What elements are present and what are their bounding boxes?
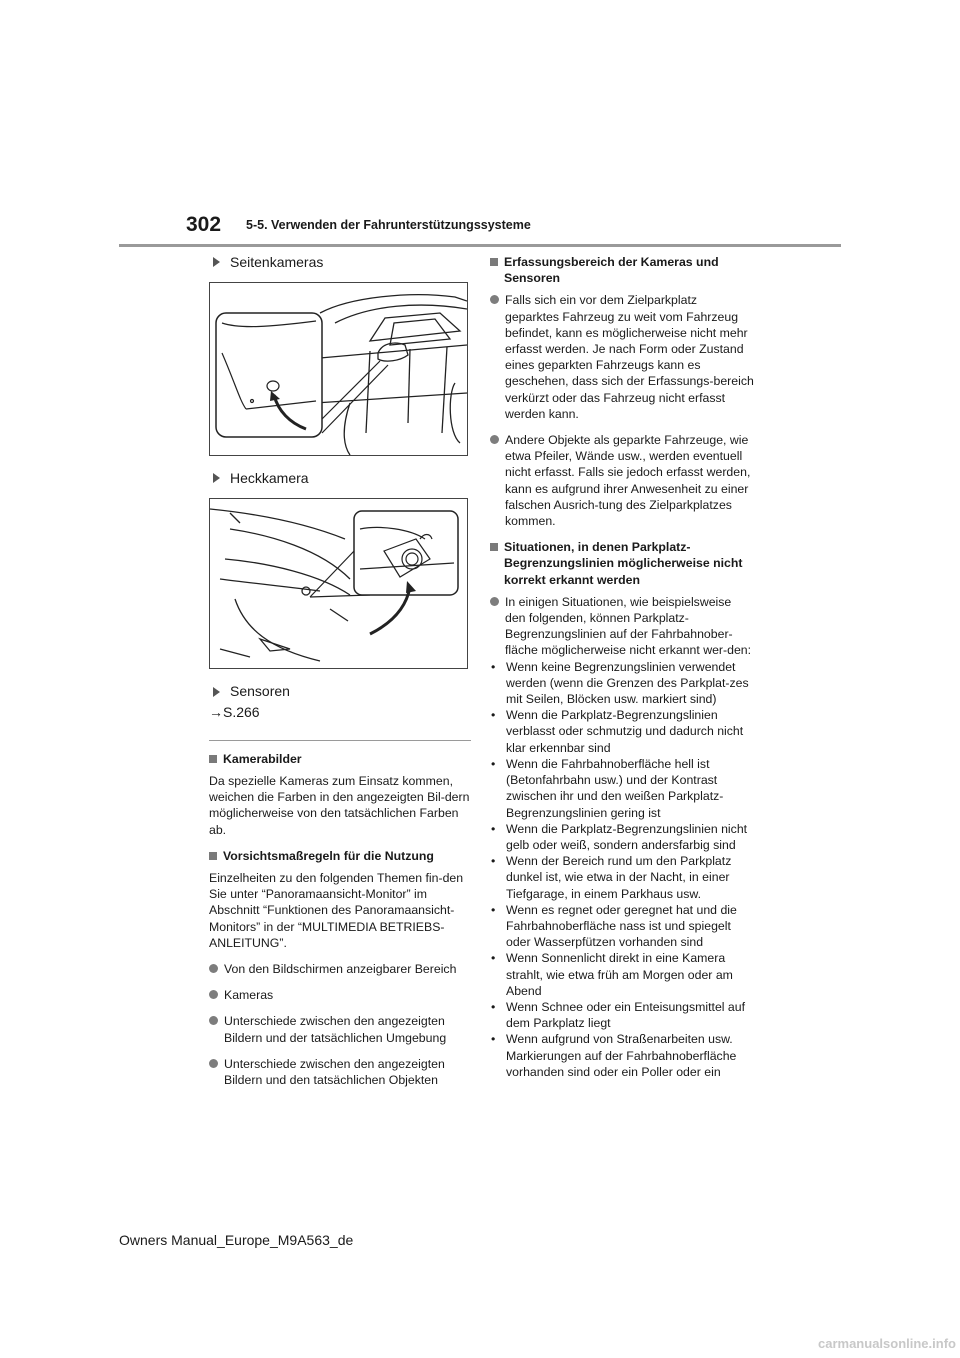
footer-document-id: Owners Manual_Europe_M9A563_de [119, 1232, 354, 1248]
situationen-intro: In einigen Situationen, wie beispielsweise den folgenden, können Parkplatz-Begrenzungslinien auf der Fahrbahnober-fläche möglicherweise nicht erkannt wer-den: [505, 594, 752, 658]
circle-bullet-icon [209, 1016, 218, 1025]
list-item: Andere Objekte als geparkte Fahrzeuge, wie etwa Pfeiler, Wände usw., werden eventuell nicht erfasst. Falls sie jedoch erfasst werden, kann es aufgrund ihrer Anwesenheit zu einer falschen Ausrich-tung des Zielparkplatzes kommen. [490, 432, 754, 529]
figure-label-text: Seitenkameras [230, 254, 324, 270]
circle-bullet-icon [209, 990, 218, 999]
list-item: • Wenn die Fahrbahnoberfläche hell ist (Betonfahrbahn usw.) und der Kontrast zwischen ihr und den weißen Parkplatz-Begrenzungslinien gering ist [491, 756, 724, 820]
vorsicht-text: Einzelheiten zu den folgenden Themen fin-den Sie unter “Panoramaansicht-Monitor” im Abschnitt “Funktionen des Panoramaansicht-Monitors” in der “MULTIMEDIA BETRIEBS-ANLEITUNG”. [209, 871, 464, 950]
list-item: • Wenn die Parkplatz-Begrenzungslinien nicht gelb oder weiß, sondern andersfarbig sind [491, 821, 748, 852]
square-bullet-icon [490, 258, 498, 266]
side-camera-illustration [209, 282, 468, 456]
heading-vorsicht: Vorsichtsmaßregeln für die Nutzung [209, 848, 471, 864]
label-sensors [209, 683, 471, 699]
page-number: 302 [186, 213, 222, 236]
section-title: 5-5. Verwenden der Fahrunterstützungssysteme [246, 218, 531, 232]
heading-kamerabilder: Kamerabilder [209, 751, 471, 767]
list-item: Unterschiede zwischen den angezeigten Bildern und den tatsächlichen Objekten [209, 1056, 471, 1088]
figure-label-side-cameras [209, 254, 471, 270]
heading-situationen: Situationen, in denen Parkplatz-Begrenzungslinien möglicherweise nicht korrekt erkannt werden [490, 539, 754, 588]
square-bullet-icon [209, 852, 217, 860]
triangle-icon [213, 687, 220, 697]
list-item [490, 594, 754, 659]
left-column [209, 254, 471, 1098]
list-item: Unterschiede zwischen den angezeigten Bildern und der tatsächlichen Umgebung [209, 1013, 471, 1045]
watermark: carmanualsonline.info [818, 1336, 956, 1351]
list-item: • Wenn die Parkplatz-Begrenzungslinien verblasst oder schmutzig und dadurch nicht klar erkennbar sind [491, 708, 744, 755]
figure-label-rear-camera [209, 470, 471, 486]
side-camera-drawing [210, 283, 467, 455]
situationen-list [490, 659, 754, 1080]
circle-bullet-icon [490, 597, 499, 606]
list-item: • Wenn es regnet oder geregnet hat und die Fahrbahnoberfläche nass ist und spiegelt oder Wasserpfützen vorhanden sind [491, 902, 737, 950]
kamerabilder-text: Da spezielle Kameras zum Einsatz kommen, weichen die Farben in den angezeigten Bil-dern möglicherweise von den tatsächlichen Farben ab. [209, 774, 470, 837]
circle-bullet-icon [209, 964, 218, 973]
section-divider [209, 740, 471, 741]
circle-bullet-icon [209, 1059, 218, 1068]
list-item: Falls sich ein vor dem Zielparkplatz geparktes Fahrzeug zu weit vom Fahrzeug befindet, kann es möglicherweise nicht mehr erfasst werden. Je nach Form oder Zustand eines geparkten Fahrzeugs kann es geschehen, dass sich der Erfassungs-bereich verkürzt oder das Fahrzeug nicht erfasst werden kann. [490, 292, 754, 422]
square-bullet-icon [209, 755, 217, 763]
list-item: • Wenn aufgrund von Straßenarbeiten usw. Markierungen auf der Fahrbahnoberfläche vorhanden sind oder ein Poller oder ein [491, 1032, 737, 1079]
heading-erfassung: Erfassungsbereich der Kameras und Sensoren [490, 254, 754, 286]
triangle-icon [213, 257, 220, 267]
list-item: • Wenn Schnee oder ein Enteisungsmittel auf dem Parkplatz liegt [491, 999, 746, 1031]
list-item: • Wenn Sonnenlicht direkt in eine Kamera strahlt, wie etwa früh am Morgen oder am Abend [491, 951, 733, 998]
circle-bullet-icon [490, 435, 499, 444]
header-divider [119, 244, 841, 247]
list-item: Kameras [209, 987, 471, 1003]
circle-bullet-icon [490, 295, 499, 304]
rear-camera-drawing [210, 499, 467, 668]
sensors-page-reference[interactable]: →S.266 [209, 703, 260, 720]
list-item: Von den Bildschirmen anzeigbarer Bereich [209, 961, 471, 977]
rear-camera-illustration [209, 498, 468, 669]
list-item: • Wenn keine Begrenzungslinien verwendet werden (wenn die Grenzen des Parkplat-zes mit Seilen, Blöcken usw. markiert sind) [491, 659, 749, 707]
list-item: • Wenn der Bereich rund um den Parkplatz dunkel ist, wie etwa in der Nacht, in einer Tiefgarage, in einem Parkhaus usw. [491, 854, 732, 901]
figure-label-text: Heckkamera [230, 470, 309, 487]
sensors-label-text: Sensoren [230, 683, 290, 700]
right-column [490, 254, 754, 1080]
square-bullet-icon [490, 543, 498, 551]
triangle-icon [213, 473, 220, 483]
